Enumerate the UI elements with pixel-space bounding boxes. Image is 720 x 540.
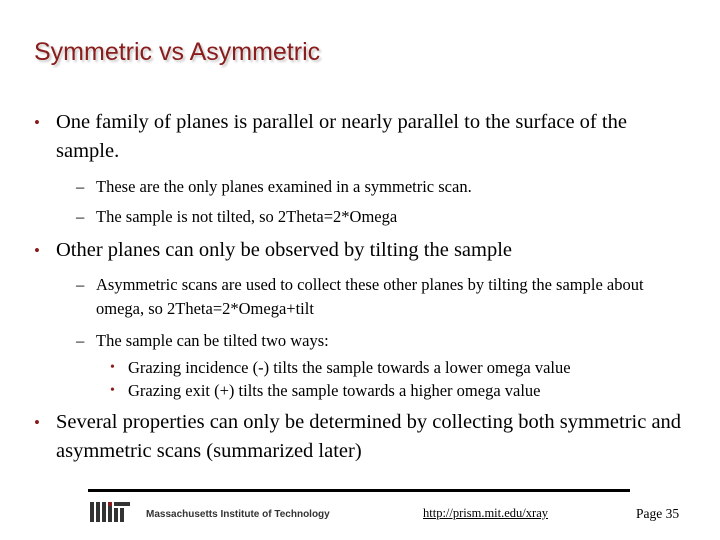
mit-logo-icon <box>90 502 130 527</box>
footer-url-link[interactable]: http://prism.mit.edu/xray <box>423 506 548 520</box>
dash-icon: – <box>76 331 85 350</box>
bullet-text: The sample is not tilted, so 2Theta=2*Omega <box>96 207 398 226</box>
bullet-text: These are the only planes examined in a symmetric scan. <box>96 177 472 196</box>
bullet-dot-icon: • <box>34 241 40 260</box>
bullet-text: Asymmetric scans are used to collect these other planes by tilting the sample about omega, so 2Theta=2*Omega+tilt <box>96 275 644 318</box>
bullet-dot-icon: • <box>34 113 40 132</box>
bullet-level2 <box>76 329 686 353</box>
bullet-dot-icon: • <box>110 360 115 375</box>
bullet-dot-icon: • <box>110 383 115 398</box>
bullet-level1 <box>34 408 684 466</box>
dash-icon: – <box>76 177 85 196</box>
dash-icon: – <box>76 207 85 226</box>
bullet-level1 <box>34 108 684 166</box>
bullet-text: One family of planes is parallel or nearly parallel to the surface of the sample. <box>56 111 627 162</box>
slide-title: Symmetric vs Asymmetric <box>34 38 321 66</box>
footer-divider <box>88 489 630 492</box>
bullet-level2 <box>76 175 686 199</box>
bullet-text: The sample can be tilted two ways: <box>96 331 329 350</box>
bullet-level3 <box>110 357 690 379</box>
bullet-level3 <box>110 380 690 402</box>
dash-icon: – <box>76 275 85 294</box>
bullet-level2 <box>76 205 686 229</box>
bullet-level1 <box>34 236 684 265</box>
page-number: Page 35 <box>636 506 680 521</box>
bullet-text: Grazing incidence (-) tilts the sample towards a lower omega value <box>128 358 571 377</box>
bullet-text: Other planes can only be observed by tilting the sample <box>56 239 513 261</box>
bullet-text: Grazing exit (+) tilts the sample towards a higher omega value <box>128 381 541 400</box>
bullet-dot-icon: • <box>34 413 40 432</box>
institution-name: Massachusetts Institute of Technology <box>146 509 330 520</box>
bullet-text: Several properties can only be determined by collecting both symmetric and asymmetric scans (summarized later) <box>56 411 682 462</box>
bullet-level2 <box>76 273 686 321</box>
